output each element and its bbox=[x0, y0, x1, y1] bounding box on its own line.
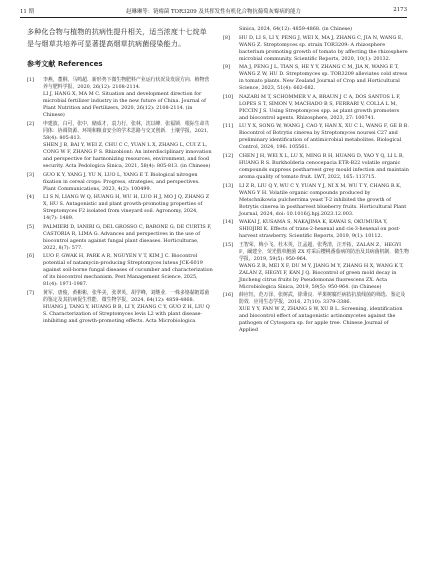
reference-text: PALMIERI D, IANIRI G, DEL GROSSO C, BARONE G, DE CURTIS F, CASTORIA R, LIMA G. Advances and perspectives in the use of biocontrol agents against fungal plant diseases. Horticulturae, 2022, 8(7): 577. bbox=[43, 223, 212, 251]
reference-translation: XUE Y Y, FAN W Z, ZHANG S W, XU B L. Screening, identification and biocontrol effect of antagonistic actinomycetes against the pathogen of Cytospora sp. for apple tree. Chinese Journal of Applied bbox=[239, 306, 403, 334]
reference-text: 申建波，白可，张中，储成才，袁力行，张林，沈以峰．张福锁．根际生命共同体：协调资源、环境和粮食安全的学术思路与交叉创新．土壤学报，2021, 58(4): 805-813. bbox=[43, 121, 210, 141]
reference-text: 李燕，董桐，马鸣超．新形势下微生物肥料产业运行状况及发展方向．植物营养与肥料学报，2020, 26(12): 2108-2114. bbox=[43, 77, 210, 91]
reference-text: LU Y X, SONG W, WANG J, CAO Y, HAN X, XU C L, WANG F, GE B B. Biocontrol of Botrytis cinerea by Streptomyces noursei C27 and preliminary identification of antimicrobial metabolites. Biological Control, 2024, 196: 105561. bbox=[239, 123, 409, 151]
reference-text: WAKAI J, KUSAMA S, NAKAJIMA K, KAWAI S, OKUMURA Y, SHIOJIRI K. Effects of trans-2-hexenal and cis-3-hexenal on post-harvest strawberry. Scientific Reports, 2019, 9(1): 10112. bbox=[239, 219, 401, 240]
reference-list bbox=[27, 77, 213, 325]
reference-item bbox=[27, 121, 213, 170]
reference-item bbox=[223, 64, 409, 92]
reference-number: [15] bbox=[223, 241, 234, 248]
reference-number: [6] bbox=[27, 253, 34, 260]
reference-item bbox=[27, 290, 213, 325]
reference-item bbox=[27, 253, 213, 288]
reference-text: NAZARI M T, SCHOMMER V A, BRAUN J C A, DOS SANTOS L F, LOPES S T, SIMON V, MACHADO B S, FERRARI V, COLLA L M, PICCIN J S. Using Streptomyces spp. as plant growth promoters and biocontrol agents. Rhizosphere, 2023, 27: 100741. bbox=[239, 93, 401, 121]
reference-item bbox=[27, 77, 213, 119]
body-paragraph: 多种化合物与植物的抗病性提升相关，适当浓度十七烷单是与烟草共培养可显著提高烟草抗病菌侵染能力。 bbox=[27, 27, 207, 48]
issue-number: 11 期 bbox=[20, 9, 34, 15]
reference-text: 黄军，唐俊，黄彬彬，张华美，张翠英，胡学峰，刘继业．一株多铬黏链霉菌的鉴定及其抗病促生性能．微生物学报，2024, 64(12): 4859-4868. bbox=[43, 289, 210, 303]
reference-item bbox=[223, 35, 409, 63]
header-rule bbox=[20, 17, 407, 18]
reference-text: GUO K Y, YANG J, YU N, LUO L, YANG E T. Biological nitrogen fixation in cereal crops: Progress, strategies, and perspectives. Plant Communications, 2023, 4(2): 100499. bbox=[43, 171, 200, 192]
reference-number: [2] bbox=[27, 121, 34, 127]
reference-text: LI S N, LIANG W Q, HUANG H, WU H, LUO H J, MO J Q, ZHANG Z X, HU S. Antagonistic and plant growth-promoting properties of Streptomyces F2 isolated from vineyard soil. Agronomy, 2024, 14(7): 1489. bbox=[43, 194, 210, 222]
running-title: 赵琳琳等：链霉菌 TOR3209 及其挥发性有机化合物抗葡萄灰霉病的能力 bbox=[126, 9, 301, 15]
reference-text: MA J, PENG J L, TIAN S, HE Y Y, ZHANG C M, JIA N, WANG E T, WANG Z W, HU D. Streptomyces sp. TOR3209 alleviates cold stress in tomato plants. New Zealand Journal of Crop and Horticultural Science, 2023, 51(4): 662-682. bbox=[239, 64, 408, 92]
reference-number: [1] bbox=[27, 77, 34, 84]
reference-number: [14] bbox=[223, 219, 234, 226]
references-heading: 参考文献 References bbox=[27, 59, 103, 69]
reference-number: [13] bbox=[223, 182, 234, 189]
reference-translation: LI J, HANG X, MA M C. Situation and development direction for microbial fertilizer industry in the new future of China. Journal of Plant Nutrition and Fertilizers, 2020, 26(12): 2108-2114. (in Chinese) bbox=[43, 91, 206, 119]
reference-translation: SHEN J B, BAI Y, WEI Z, CHU C C, YUAN L X, ZHANG L, CUI Z L, CONG W F, ZHANG F S. Rhizobiont: An interdisciplinary innovation and perspective for harmonizing resources, environment, and food security. Acta Pedologica Sinica, 2021, 58(4): 805-813. (in Chinese) bbox=[43, 142, 212, 169]
reference-text: LI Z R, LIU Q Y, WU C Y, YUAN Y J, NI X M, WU T Y, CHANG R K, WANG Y H. Volatile organic compounds produced by Metschnikowia pulcherrima yeast T-2 inhibited the growth of Botrytis cinerea in postharvest blueberry fruits. Horticultural Plant Journal, 2024, doi: 10.1016/j.hpj.2023.12.003. bbox=[239, 182, 407, 217]
reference-item bbox=[223, 219, 409, 240]
reference-number: [16] bbox=[223, 292, 234, 299]
reference-number: [9] bbox=[223, 64, 230, 71]
reference-number: [10] bbox=[223, 93, 234, 100]
reference-text: 王智荣，梅小飞，杜木英，江孟超，张秀清，汪开拓，ZALÁN Z，HEGYI F，阚建全．荧光假单胞菌 ZX 对采后樱桃番茄病的防治及其病菌机制．微生物学报，2019, 59(5): 950-964. bbox=[239, 241, 409, 262]
reference-item bbox=[223, 123, 409, 151]
reference-number: [12] bbox=[223, 152, 234, 159]
reference-number: [7] bbox=[27, 289, 34, 296]
reference-item bbox=[223, 183, 409, 218]
reference-text: LUO F, GWAK H, PARK A R, NGUYEN V T, KIM J C. Biocontrol potential of natamycin-producing Streptomyces luteus JCK-6019 against soil-borne fungal diseases of cucumber and characterization of its biocontrol mechanism. Pest Management Science, 2025, 81(4): 1971-1987. bbox=[43, 253, 213, 288]
reference-number: [8] bbox=[223, 34, 230, 41]
reference-number: [4] bbox=[27, 194, 34, 201]
reference-item bbox=[223, 292, 409, 334]
reference-item bbox=[223, 242, 409, 291]
reference-item bbox=[223, 153, 409, 181]
reference-text: CHEN J H, WEI X L, LU X, MING R H, HUANG D, YAO Y Q, LI L B, HUANG R S. Burkholderia cenocepacia ETR-B22 volatile organic compounds suppress postharvest grey mould infection and maintain aroma quality of tomato fruit. LWT, 2022, 165: 113715. bbox=[239, 152, 409, 180]
reference-number: [11] bbox=[223, 123, 234, 130]
right-column bbox=[223, 26, 409, 336]
left-column bbox=[27, 26, 213, 327]
reference-item bbox=[223, 94, 409, 122]
reference-translation: HUANG J, TANG Y, HUANG B B, LI Y, ZHANG C Y, GUO Z H, LIU Q S. Characterization of Streptomyces levis L2 with plant disease-inhibiting and growth-promoting effects. Acta Microbiologica bbox=[43, 303, 210, 324]
reference-number: [3] bbox=[27, 171, 34, 178]
reference-number: [5] bbox=[27, 223, 34, 230]
reference-continuation: Sinica, 2024, 64(12): 4859-4868. (in Chinese) bbox=[239, 26, 353, 32]
reference-translation: WANG Z R, MEI X F, DU M Y, JIANG M Y, ZHANG H X, WANG K T, ZALÁN Z, HEGYI F, KAN J Q. Biocontrol of green mold decay in Jincheng citrus fruits by Pseudomonas fluorescens ZX. Acta Microbiologica Sinica, 2019, 59(5): 950-964. (in Chinese) bbox=[239, 262, 404, 290]
reference-text: HU D, LI S, LI Y, PENG J, WEI X, MA J, ZHANG C, JIA N, WANG E, WANG Z. Streptomyces sp. strain TOR3209: A rhizosphere bacterium promoting growth of tomato by affecting the rhizosphere microbial community. Scientific Reports, 2020, 10(1): 20132. bbox=[239, 34, 408, 62]
reference-text: 薛应钰，范万泽，张树武，徐秉良．苹果树腐烂病拮抗放线菌的筛选、鉴定及防效．应用生态学报，2016, 27(10): 3379-3386. bbox=[239, 292, 406, 306]
page-number: 2173 bbox=[393, 7, 407, 13]
reference-item bbox=[27, 172, 213, 193]
reference-list bbox=[223, 35, 409, 335]
reference-item bbox=[27, 224, 213, 252]
reference-item bbox=[27, 194, 213, 222]
